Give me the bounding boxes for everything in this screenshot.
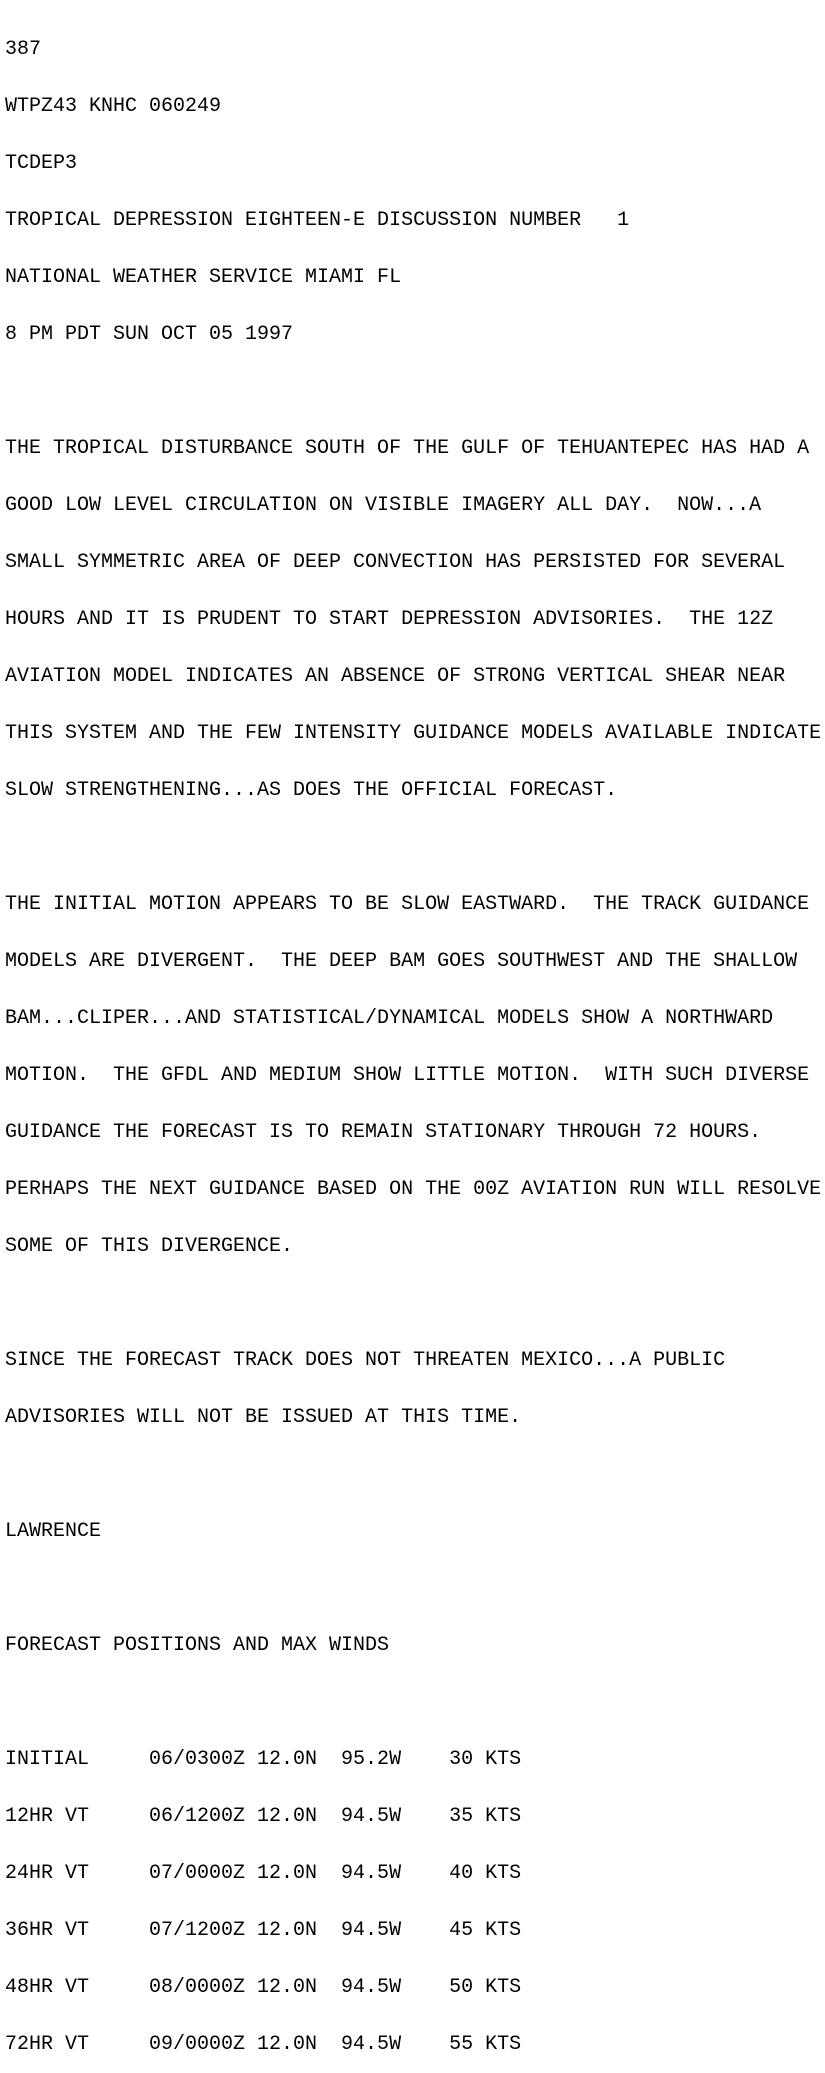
- blank-line: [5, 1294, 821, 1313]
- forecast-row-36hr: 36HR VT 07/1200Z 12.0N 94.5W 45 KTS: [5, 1919, 522, 1942]
- forecast-row-24hr: 24HR VT 07/0000Z 12.0N 94.5W 40 KTS: [5, 1862, 522, 1885]
- paragraph-2-line: MOTION. THE GFDL AND MEDIUM SHOW LITTLE MOTION. WITH SUCH DIVERSE: [5, 1064, 810, 1087]
- forecast-row-48hr: 48HR VT 08/0000Z 12.0N 94.5W 50 KTS: [5, 1976, 522, 1999]
- blank-line: [5, 1579, 821, 1598]
- paragraph-2-line: SOME OF THIS DIVERGENCE.: [5, 1235, 294, 1258]
- blank-line: [5, 1693, 821, 1712]
- title-line: TROPICAL DEPRESSION EIGHTEEN-E DISCUSSION NUMBER 1: [5, 209, 630, 232]
- forecast-row-72hr: 72HR VT 09/0000Z 12.0N 94.5W 55 KTS: [5, 2033, 522, 2056]
- blank-line: [5, 838, 821, 857]
- forecast-table-heading: FORECAST POSITIONS AND MAX WINDS: [5, 1634, 390, 1657]
- header-awips-line: TCDEP3: [5, 152, 78, 175]
- paragraph-1-line: THE TROPICAL DISTURBANCE SOUTH OF THE GULF OF TEHUANTEPEC HAS HAD A: [5, 437, 810, 460]
- discussion-text: [5, 2, 821, 2073]
- paragraph-3-line: ADVISORIES WILL NOT BE ISSUED AT THIS TIME.: [5, 1406, 522, 1429]
- paragraph-1-line: SLOW STRENGTHENING...AS DOES THE OFFICIAL FORECAST.: [5, 779, 618, 802]
- issue-time-line: 8 PM PDT SUN OCT 05 1997: [5, 323, 294, 346]
- paragraph-2-line: THE INITIAL MOTION APPEARS TO BE SLOW EASTWARD. THE TRACK GUIDANCE: [5, 893, 810, 916]
- header-wmo-line: WTPZ43 KNHC 060249: [5, 95, 222, 118]
- forecast-row-12hr: 12HR VT 06/1200Z 12.0N 94.5W 35 KTS: [5, 1805, 522, 1828]
- paragraph-1-line: SMALL SYMMETRIC AREA OF DEEP CONVECTION HAS PERSISTED FOR SEVERAL: [5, 551, 786, 574]
- paragraph-2-line: BAM...CLIPER...AND STATISTICAL/DYNAMICAL MODELS SHOW A NORTHWARD: [5, 1007, 774, 1030]
- paragraph-2-line: GUIDANCE THE FORECAST IS TO REMAIN STATIONARY THROUGH 72 HOURS.: [5, 1121, 762, 1144]
- forecast-row-initial: INITIAL 06/0300Z 12.0N 95.2W 30 KTS: [5, 1748, 522, 1771]
- header-number-line: 387: [5, 38, 42, 61]
- blank-line: [5, 1465, 821, 1484]
- blank-line: [5, 382, 821, 401]
- paragraph-2-line: PERHAPS THE NEXT GUIDANCE BASED ON THE 00Z AVIATION RUN WILL RESOLVE: [5, 1178, 822, 1201]
- paragraph-3-line: SINCE THE FORECAST TRACK DOES NOT THREATEN MEXICO...A PUBLIC: [5, 1349, 726, 1372]
- forecaster-name: LAWRENCE: [5, 1520, 102, 1543]
- paragraph-1-line: AVIATION MODEL INDICATES AN ABSENCE OF STRONG VERTICAL SHEAR NEAR: [5, 665, 786, 688]
- issuer-line: NATIONAL WEATHER SERVICE MIAMI FL: [5, 266, 402, 289]
- paragraph-1-line: HOURS AND IT IS PRUDENT TO START DEPRESSION ADVISORIES. THE 12Z: [5, 608, 774, 631]
- paragraph-1-line: GOOD LOW LEVEL CIRCULATION ON VISIBLE IMAGERY ALL DAY. NOW...A: [5, 494, 762, 517]
- paragraph-2-line: MODELS ARE DIVERGENT. THE DEEP BAM GOES SOUTHWEST AND THE SHALLOW: [5, 950, 798, 973]
- paragraph-1-line: THIS SYSTEM AND THE FEW INTENSITY GUIDANCE MODELS AVAILABLE INDICATE: [5, 722, 822, 745]
